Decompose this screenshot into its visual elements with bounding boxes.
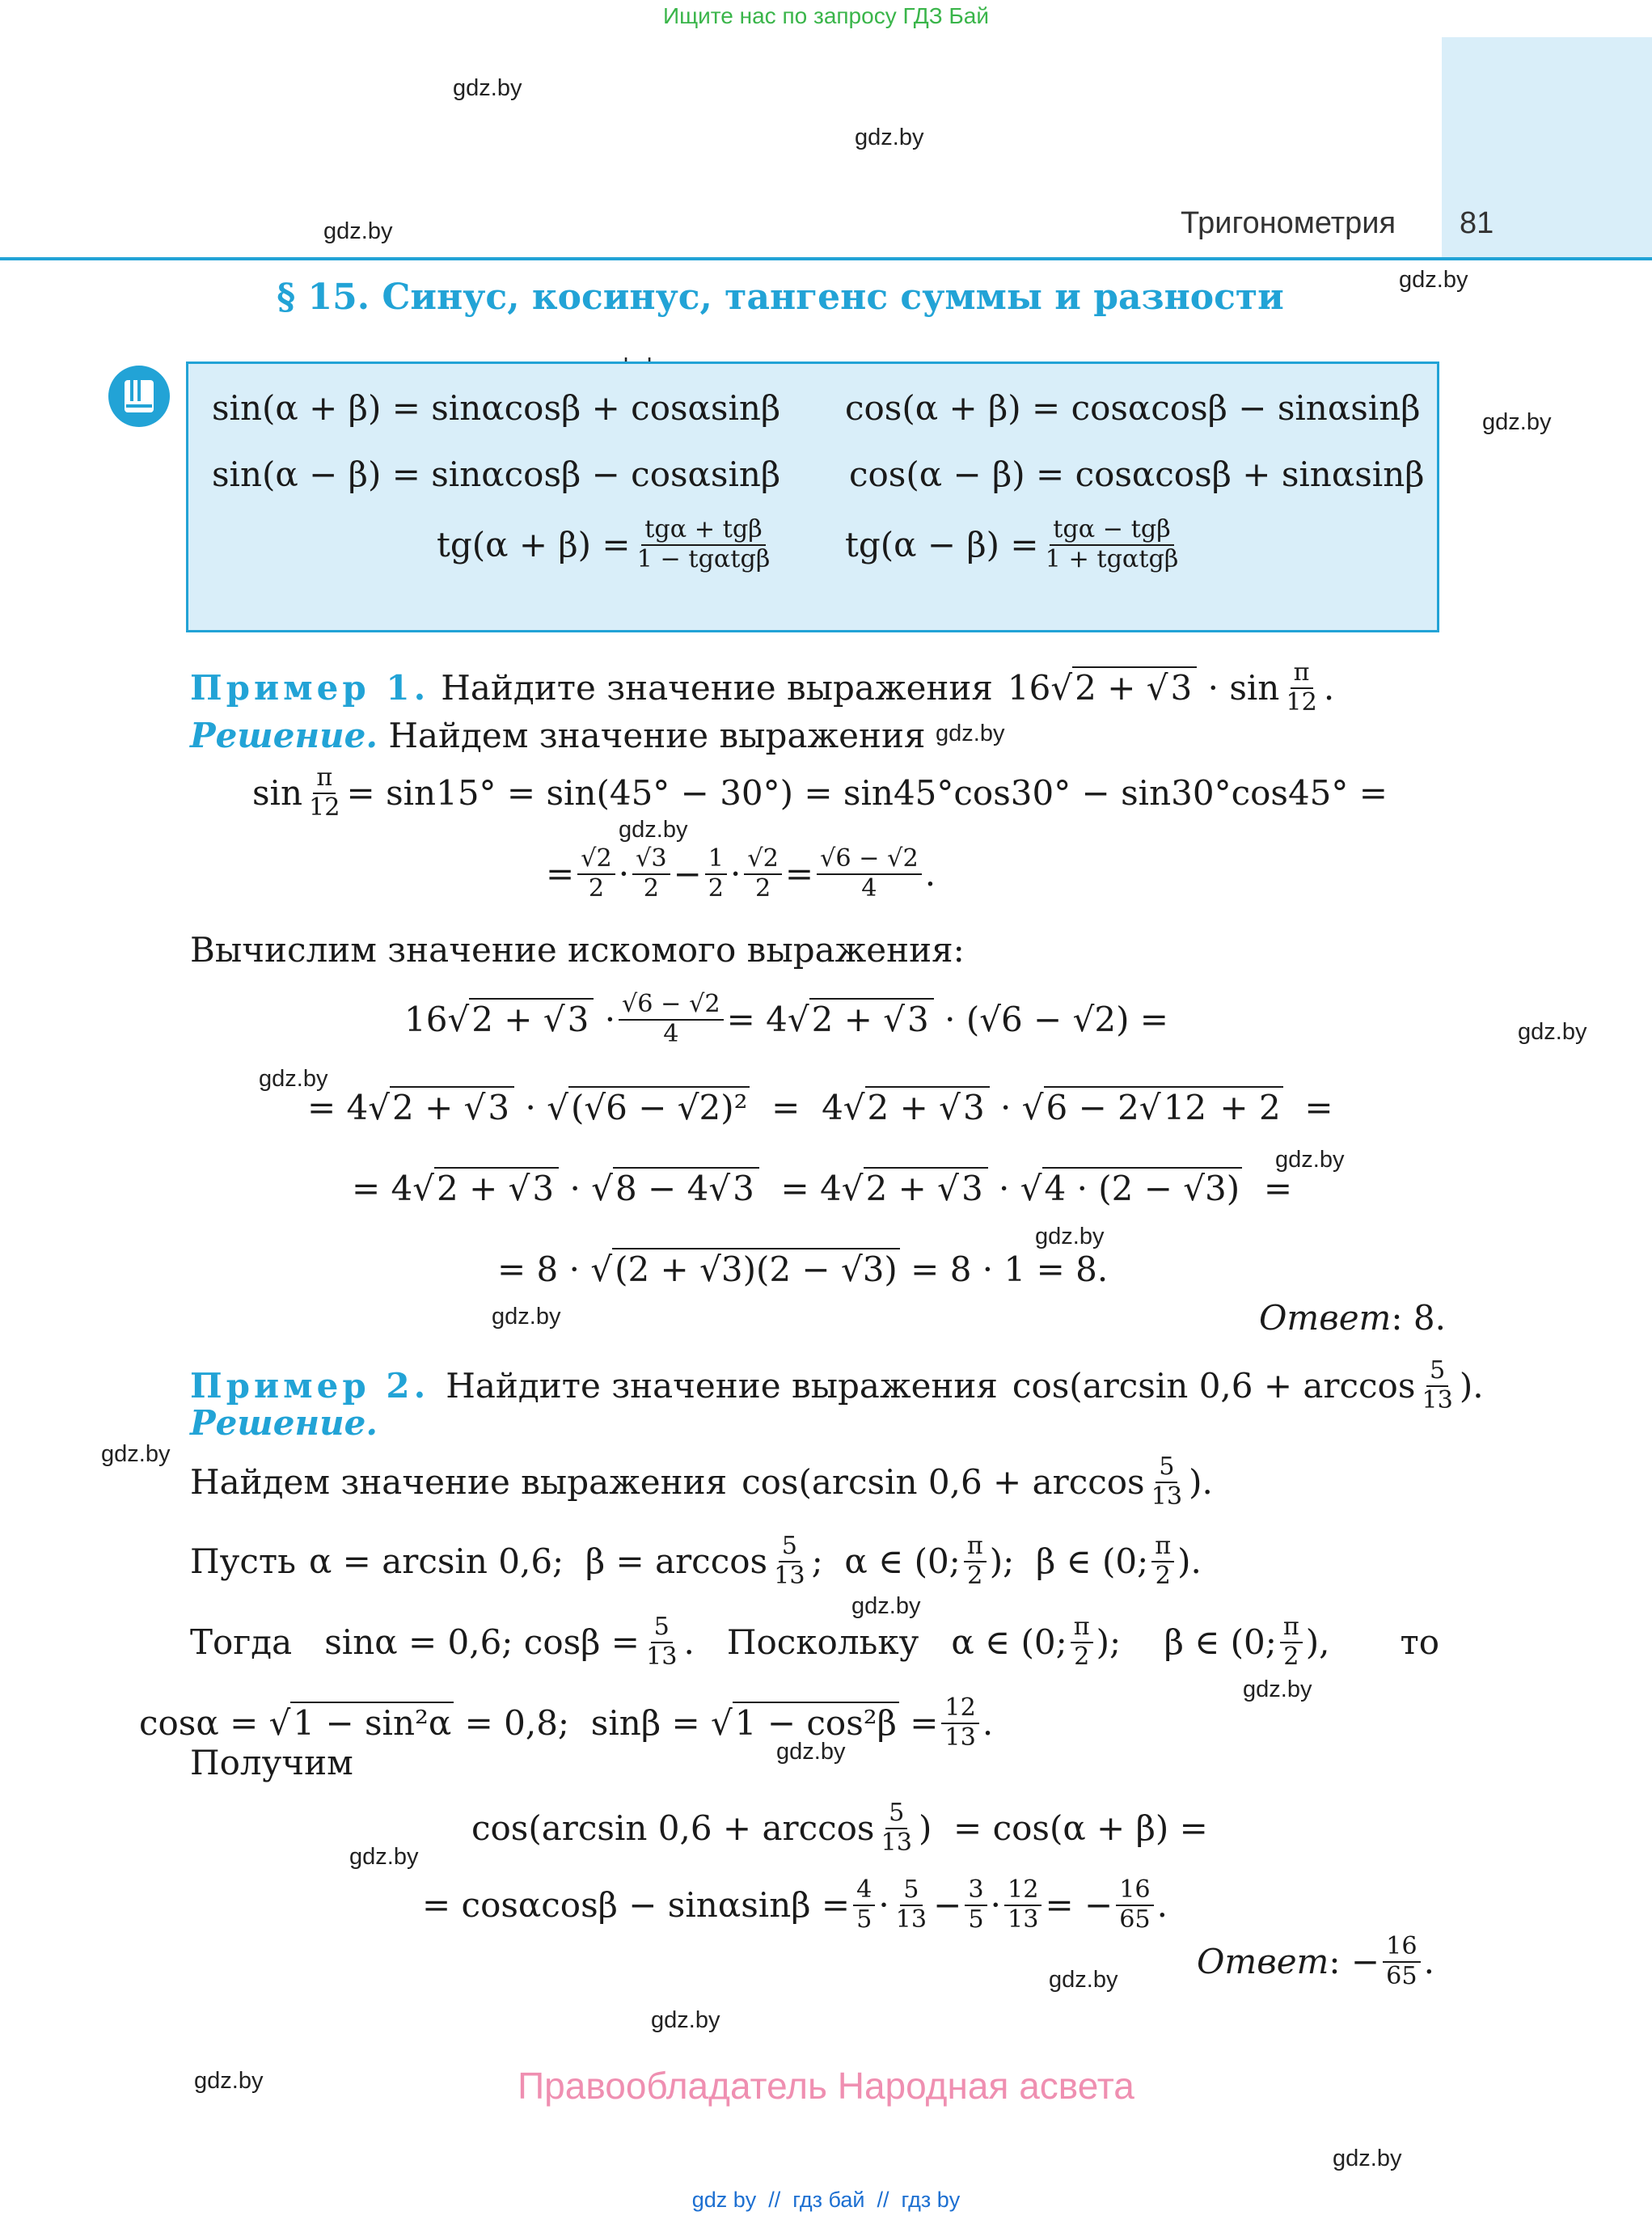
watermark: gdz.by: [1243, 1676, 1312, 1702]
watermark: gdz.by: [1482, 409, 1552, 435]
watermark: gdz.by: [323, 218, 393, 244]
section-title: § 15. Синус, косинус, тангенс суммы и разности: [277, 277, 1284, 318]
example1-answer: Ответ: 8.: [1259, 1298, 1446, 1338]
example1-step2: = $\frac{√2}{2}$ · $\frac{√3}{2}$ − $\frac{1}{2}$ · $\frac{√2}{2}$ = $\frac{√6 - √2}{4}$ .: [546, 844, 936, 903]
watermark: gdz.by: [855, 125, 924, 150]
top-notice: Ищите нас по запросу ГДЗ Бай: [662, 3, 990, 28]
watermark: gdz.by: [259, 1066, 328, 1092]
watermark: gdz.by: [194, 2068, 264, 2094]
formula-cos-diff: cos(α − β) = cosαcosβ + sinαsinβ: [849, 455, 1425, 494]
example1-label: Пример 1.: [190, 668, 430, 708]
page-number: 81: [1460, 206, 1494, 240]
example1-step3: 16√2 + √3 · $\frac{√6 - √2}{4}$ = 4√2 + √3 · (√6 − √2) =: [404, 990, 1168, 1048]
example2-values: cosα = √1 − sin²α = 0,8; sinβ = √1 − cos²β = $\frac{12}{13}$ .: [139, 1693, 994, 1752]
example1-compute-text: Вычислим значение искомого выражения:: [190, 930, 965, 970]
book-icon: [108, 366, 170, 427]
formula-tg-sum: tg(α + β) = $\frac{\text{tgα + tgβ}}{\text{1 − tgαtgβ}}$: [437, 515, 771, 573]
watermark: gdz.by: [101, 1441, 171, 1467]
watermark: gdz.by: [492, 1304, 561, 1330]
copyright-notice: Правообладатель Народная асвета: [518, 2065, 1134, 2107]
watermark: gdz.by: [1049, 1967, 1118, 1993]
watermark: gdz.by: [349, 1844, 419, 1870]
bottom-links[interactable]: gdz by // гдз бай // гдз by: [691, 2188, 961, 2212]
watermark: gdz.by: [453, 75, 522, 101]
example2-answer: Ответ : − $\frac{16}{65}$ .: [1197, 1932, 1434, 1990]
watermark: gdz.by: [776, 1739, 846, 1765]
example2-find: Найдем значение выражения cos(arcsin 0,6 + arccos $\frac{5}{13}$ ).: [190, 1452, 1213, 1511]
watermark: gdz.by: [1518, 1019, 1587, 1045]
watermark: gdz.by: [1275, 1147, 1345, 1173]
example1-step6: = 8 · √(2 + √3)(2 − √3) = 8 · 1 = 8.: [497, 1249, 1109, 1289]
formula-sin-diff: sin(α − β) = sinαcosβ − cosαsinβ: [212, 455, 781, 494]
formula-sin-sum: sin(α + β) = sinαcosβ + cosαsinβ: [212, 388, 781, 428]
example2-solution-label: Решение.: [190, 1403, 378, 1443]
watermark: gdz.by: [651, 2007, 720, 2033]
watermark: gdz.by: [851, 1593, 921, 1619]
example1-step5: = 4√2 + √3 · √8 − 4√3 = 4√2 + √3 · √4 · (2 − √3) =: [352, 1169, 1293, 1208]
example1-step1: sin $\frac{\pi}{12}$ = sin15° = sin(45° − 30°) = sin45°cos30° − sin30°cos45° =: [252, 763, 1388, 822]
example2-statement: Пример 2. Найдите значение выражения cos(arcsin 0,6 + arccos $\frac{5}{13}$ ).: [190, 1356, 1484, 1414]
watermark: gdz.by: [1399, 267, 1468, 293]
example2-step2: = cosαcosβ − sinαsinβ = $\frac{4}{5}$ · $\frac{5}{13}$ − $\frac{3}{5}$ · $\frac{12}{13}$ = − $\frac{16}{65}$ .: [422, 1875, 1168, 1934]
example1-solution: Решение. Найдем значение выражения: [190, 716, 926, 755]
example2-then: Тогда sinα = 0,6; cosβ = $\frac{5}{13}$ . Поскольку α ∈ (0; $\frac{\pi}{2}$ ); β ∈ (0; $\frac{\pi}{2}$ ), то: [190, 1613, 1439, 1671]
example1-statement: Пример 1. Найдите значение выражения 16√2 + √3 · sin $\frac{\pi}{12}$ .: [190, 658, 1335, 717]
watermark: gdz.by: [1035, 1224, 1105, 1249]
formula-tg-diff: tg(α − β) = $\frac{\text{tgα − tgβ}}{\text{1 + tgαtgβ}}$: [845, 515, 1179, 573]
example2-let: Пусть α = arcsin 0,6; β = arccos $\frac{5}{13}$ ; α ∈ (0; $\frac{\pi}{2}$ ); β ∈ (0; $\frac{\pi}{2}$ ).: [190, 1532, 1202, 1590]
example1-step4: = 4√2 + √3 · √(√6 − √2)² = 4√2 + √3 · √6 − 2√12 + 2 =: [307, 1088, 1333, 1127]
watermark: gdz.by: [936, 721, 1005, 746]
section-name: Тригонометрия: [1181, 206, 1396, 240]
header-rule: [0, 257, 1652, 260]
example2-step1: cos(arcsin 0,6 + arccos $\frac{5}{13}$ ) = cos(α + β) =: [471, 1799, 1208, 1857]
watermark: gdz.by: [619, 817, 688, 843]
example2-label: Пример 2.: [190, 1366, 430, 1406]
watermark: gdz.by: [1333, 2146, 1402, 2171]
example2-get: Получим: [190, 1743, 353, 1782]
formula-cos-sum: cos(α + β) = cosαcosβ − sinαsinβ: [845, 388, 1421, 428]
